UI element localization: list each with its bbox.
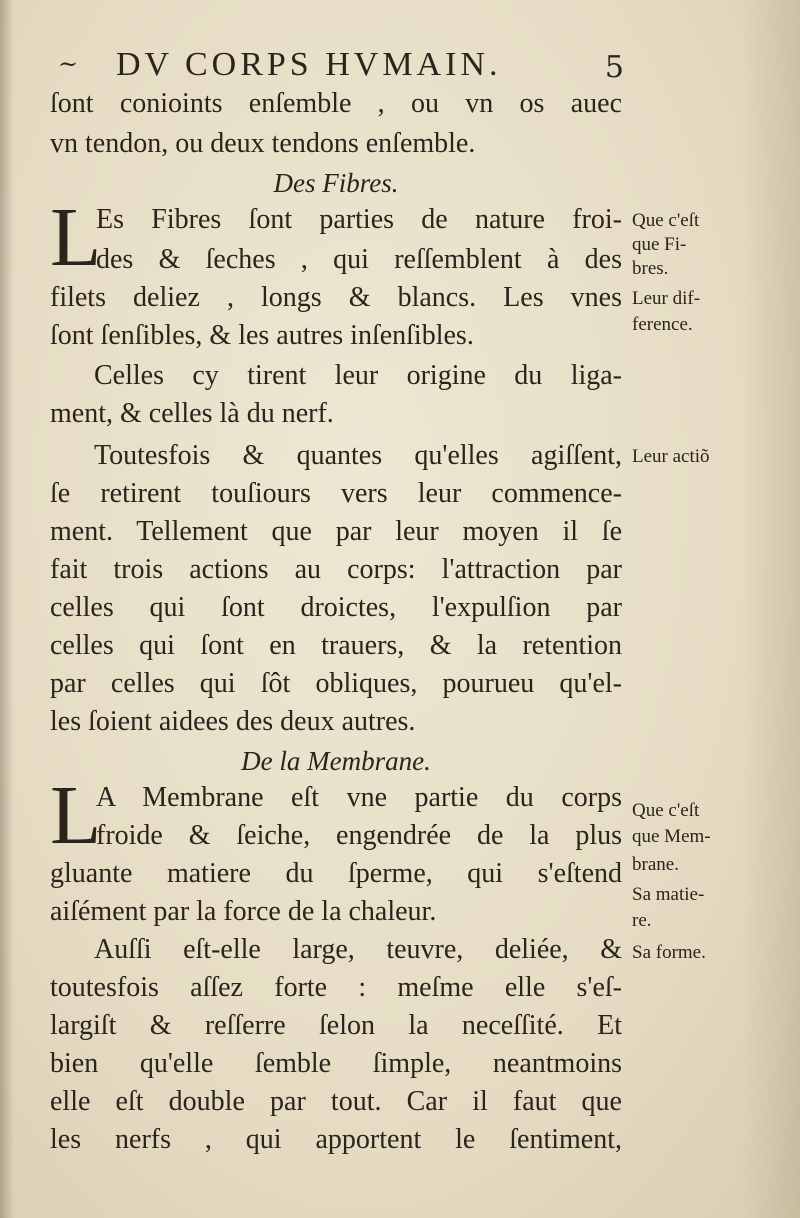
margin-note: Leur dif- <box>632 288 701 309</box>
drop-cap-membrane: L <box>50 769 102 862</box>
text-line: toutesfois aſſez forte : meſme elle s'eſ- <box>50 972 622 1003</box>
margin-note: que Fi- <box>632 234 687 255</box>
text-line: les nerfs , qui apportent le ſentiment, <box>50 1124 622 1155</box>
margin-note: Sa matie- <box>632 884 705 905</box>
text-line: froide & ſeiche, engendrée de la plus <box>96 820 622 851</box>
text-line: bien qu'elle ſemble ſimple, neantmoins <box>50 1048 622 1079</box>
text-line: gluante matiere du ſperme, qui s'eſtend <box>50 858 622 889</box>
header-title: DV CORPS HVMAIN. <box>116 46 502 83</box>
text-line: ſont ſenſibles, & les autres inſenſibles. <box>50 320 474 351</box>
text-line: filets deliez , longs & blancs. Les vnes <box>50 282 622 313</box>
text-line: par celles qui ſôt obliques, pourueu qu'el- <box>50 668 622 699</box>
text-line: ment. Tellement que par leur moyen il ſe <box>50 516 622 547</box>
margin-note: bres. <box>632 258 669 279</box>
margin-note: brane. <box>632 854 679 875</box>
text-line: Auſſi eſt-elle large, teuvre, deliée, & <box>94 934 622 965</box>
text-line: aiſément par la force de la chaleur. <box>50 896 437 927</box>
margin-note: que Mem- <box>632 826 711 847</box>
text-line: largiſt & reſſerre ſelon la neceſſité. Et <box>50 1010 622 1041</box>
margin-note: re. <box>632 910 652 931</box>
margin-note: ference. <box>632 314 693 335</box>
page-edge-shadow <box>740 0 800 1218</box>
text-line: Celles cy tirent leur origine du liga- <box>94 360 622 391</box>
binding-shadow <box>0 0 14 1218</box>
text-line: elle eſt double par tout. Car il faut que <box>50 1086 622 1117</box>
text-line: ſont conioints enſemble , ou vn os auec <box>50 88 622 119</box>
text-line: vn tendon, ou deux tendons enſemble. <box>50 128 476 159</box>
text-line: des & ſeches , qui reſſemblent à des <box>96 244 622 275</box>
margin-note: Que c'eſt <box>632 210 700 231</box>
section-heading-membrane: De la Membrane. <box>241 746 431 776</box>
drop-cap-fibres: L <box>50 191 102 284</box>
margin-note: Sa forme. <box>632 942 706 963</box>
text-line: fait trois actions au corps: l'attraction par <box>50 554 622 585</box>
margin-note: Leur actiõ <box>632 446 710 467</box>
text-line: celles qui ſont droictes, l'expulſion par <box>50 592 622 623</box>
text-line: Es Fibres ſont parties de nature froi- <box>96 204 622 235</box>
text-line: Toutesfois & quantes qu'elles agiſſent, <box>94 440 622 471</box>
text-line: ment, & celles là du nerf. <box>50 398 334 429</box>
section-heading-fibres: Des Fibres. <box>273 168 399 198</box>
text-line: celles qui ſont en trauers, & la retention <box>50 630 622 661</box>
header-ornament: ~ <box>58 50 77 78</box>
running-head <box>58 42 628 86</box>
margin-note: Que c'eſt <box>632 800 700 821</box>
text-line: les ſoient aidees des deux autres. <box>50 706 416 737</box>
text-line: A Membrane eſt vne partie du corps <box>96 782 622 813</box>
page-number: 5 <box>604 50 624 85</box>
text-line: ſe retirent touſiours vers leur commence- <box>50 478 622 509</box>
